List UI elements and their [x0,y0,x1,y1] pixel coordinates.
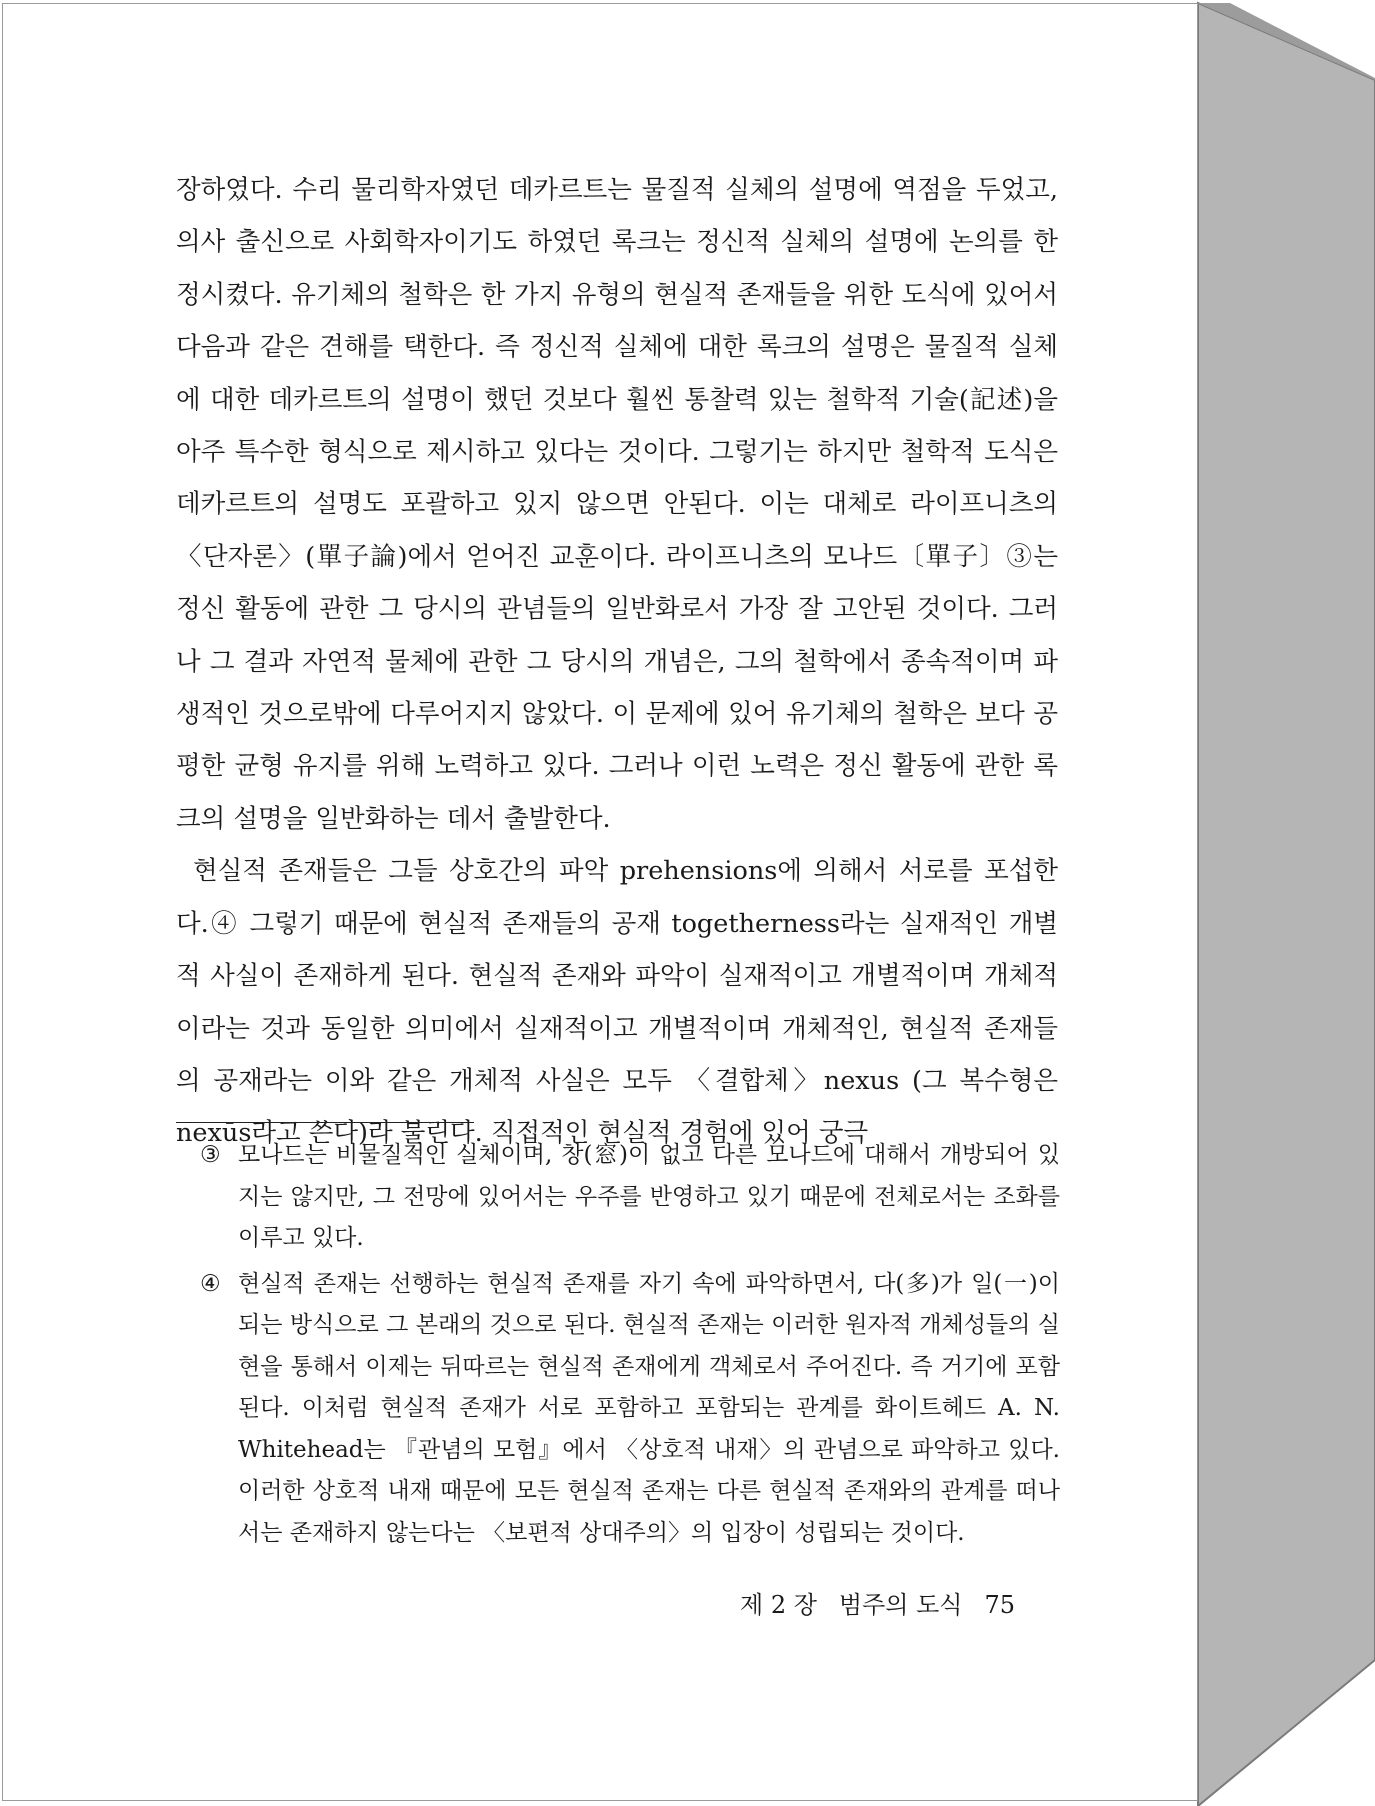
running-footer [740,1585,1015,1620]
chapter-title: 범주의 도식 [838,1591,963,1619]
footnote-text: 모나드는 비물질적인 실체이며, 창(窓)이 없고 다른 모나드에 대해서 개방되어 있지는 않지만, 그 전망에 있어서는 우주를 반영하고 있기 때문에 전체로서는 조화를 이루고 있다. [238,1142,1060,1251]
footnote-4 [200,1264,1060,1555]
paragraph: 장하였다. 수리 물리학자였던 데카르트는 물질적 실체의 설명에 역점을 두었고, 의사 출신으로 사회학자이기도 하였던 록크는 정신적 실체의 설명에 논의를 한정시켰다. 유기체의 철학은 한 가지 유형의 현실적 존재들을 위한 도식에 있어서 다음과 같은 견해를 택한다. 즉 정신적 실체에 대한 록크의 설명은 물질적 실체에 대한 데카르트의 설명이 했던 것보다 훨씬 통찰력 있는 철학적 기술(記述)을 아주 특수한 형식으로 제시하고 있다는 것이다. 그렇기는 하지만 철학적 도식은 데카르트의 설명도 포괄하고 있지 않으면 안된다. 이는 대체로 라이프니츠의 〈단자론〉(單子論)에서 얻어진 교훈이다. 라이프니츠의 모나드〔單子〕③는 정신 활동에 관한 그 당시의 관념들의 일반화로서 가장 잘 고안된 것이다. 그러나 그 결과 자연적 물체에 관한 그 당시의 개념은, 그의 철학에서 종속적이며 파생적인 것으로밖에 다루어지지 않았다. 이 문제에 있어 유기체의 철학은 보다 공평한 균형 유지를 위해 노력하고 있다. 그러나 이런 노력은 정신 활동에 관한 록크의 설명을 일반화하는 데서 출발한다. [176,175,1058,834]
main-text [176,164,1058,1160]
footnote-marker: ③ [200,1142,221,1168]
footnote-3 [200,1135,1060,1260]
paragraph: 현실적 존재들은 그들 상호간의 파악 prehensions에 의해서 서로를 포섭한다.④ 그렇기 때문에 현실적 존재들의 공재 togetherness라는 실재적인 개별적 사실이 존재하게 된다. 현실적 존재와 파악이 실재적이고 개별적이며 개체적이라는 것과 동일한 의미에서 실재적이고 개별적이며 개체적인, 현실적 존재들의 공재라는 이와 같은 개체적 사실은 모두 〈결합체〉nexus (그 복수형은 nexūs라고 쓴다)라 불린다. 직접적인 현실적 경험에 있어 궁극 [176,856,1058,1149]
footnote-marker: ④ [200,1270,221,1297]
page-number: 75 [984,1591,1016,1619]
footnote-divider [176,1122,474,1123]
chapter-label: 제 2 장 [740,1591,817,1619]
footnote-text: 현실적 존재는 선행하는 현실적 존재를 자기 속에 파악하면서, 다(多)가 일(一)이 되는 방식으로 그 본래의 것으로 된다. 현실적 존재는 이러한 원자적 개체성들의 실현을 통해서 이제는 뒤따르는 현실적 존재에게 객체로서 주어진다. 즉 거기에 포함된다. 이처럼 현실적 존재가 서로 포함하고 포함되는 관계를 화이트헤드 A. N. Whitehead는 『관념의 모험』에서 〈상호적 내재〉의 관념으로 파악하고 있다. 이러한 상호적 내재 때문에 모든 현실적 존재는 다른 현실적 존재와의 관계를 떠나서는 존재하지 않는다는 〈보편적 상대주의〉의 입장이 성립되는 것이다. [238,1270,1060,1546]
footnotes [200,1135,1060,1558]
